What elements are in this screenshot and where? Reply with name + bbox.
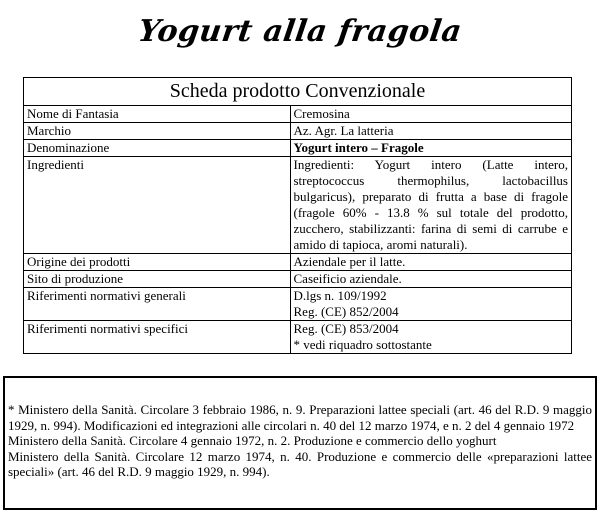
- row-label-origine: Origine dei prodotti: [24, 254, 290, 271]
- row-value-denominazione: Yogurt intero – Fragole: [290, 140, 571, 157]
- row-label-riferimenti-generali: Riferimenti normativi generali: [24, 288, 290, 321]
- note-paragraph-circolare-1974: Ministero della Sanità. Circolare 12 marzo 1974, n. 40. Produzione e commercio delle «preparazioni lattee speciali» (art. 46 del R.D. 9 maggio 1929, n. 994).: [8, 448, 592, 479]
- table-row: [24, 288, 571, 321]
- riferimenti-specifici-line-2: * vedi riquadro sottostante: [293, 337, 432, 352]
- row-label-nome-fantasia: Nome di Fantasia: [24, 106, 290, 123]
- note-paragraph-circolare-1972: Ministero della Sanità. Circolare 4 gennaio 1972, n. 2. Produzione e commercio dello yoghurt: [8, 433, 497, 448]
- table-row: [24, 321, 571, 354]
- riferimenti-specifici-line-1: Reg. (CE) 853/2004: [293, 321, 399, 336]
- row-value-riferimenti-specifici: [290, 321, 571, 354]
- product-spec-table: [24, 106, 571, 353]
- table-row: [24, 106, 571, 123]
- table-row: [24, 254, 571, 271]
- riferimenti-generali-line-2: Reg. (CE) 852/2004: [293, 304, 399, 319]
- row-label-riferimenti-specifici: Riferimenti normativi specifici: [24, 321, 290, 354]
- note-paragraph-circolare-1986: * Ministero della Sanità. Circolare 3 febbraio 1986, n. 9. Preparazioni lattee speciali (art. 46 del R.D. 9 maggio 1929, n. 994). Modificazioni ed integrazioni alle circolari n. 40 del 12 marzo 1974, e n. 2 del 4 gennaio 1972: [8, 402, 592, 433]
- page-title: Yogurt alla fragola: [135, 14, 465, 49]
- row-label-denominazione: Denominazione: [24, 140, 290, 157]
- row-value-nome-fantasia: Cremosina: [290, 106, 571, 123]
- table-row: [24, 123, 571, 140]
- table-row: [24, 157, 571, 254]
- row-label-marchio: Marchio: [24, 123, 290, 140]
- row-value-sito-produzione: Caseificio aziendale.: [290, 271, 571, 288]
- product-sheet-header: Scheda prodotto Convenzionale: [24, 78, 571, 106]
- row-value-origine: Aziendale per il latte.: [290, 254, 571, 271]
- row-label-sito-produzione: Sito di produzione: [24, 271, 290, 288]
- row-label-ingredienti: Ingredienti: [24, 157, 290, 254]
- product-sheet: [23, 77, 572, 354]
- row-value-marchio: Az. Agr. La latteria: [290, 123, 571, 140]
- row-value-ingredienti: Ingredienti: Yogurt intero (Latte intero, streptococcus thermophilus, lactobacillus bulgaricus), preparato di frutta a base di fragole (fragole 60% - 13.8 % sul totale del prodotto, zucchero, stabilizzanti: farina di semi di carrube e amido di tapioca, aromi naturali).: [290, 157, 571, 254]
- riferimenti-generali-line-1: D.lgs n. 109/1992: [293, 288, 387, 303]
- table-row: [24, 140, 571, 157]
- regulatory-notes-box: [3, 376, 597, 510]
- table-row: [24, 271, 571, 288]
- row-value-riferimenti-generali: [290, 288, 571, 321]
